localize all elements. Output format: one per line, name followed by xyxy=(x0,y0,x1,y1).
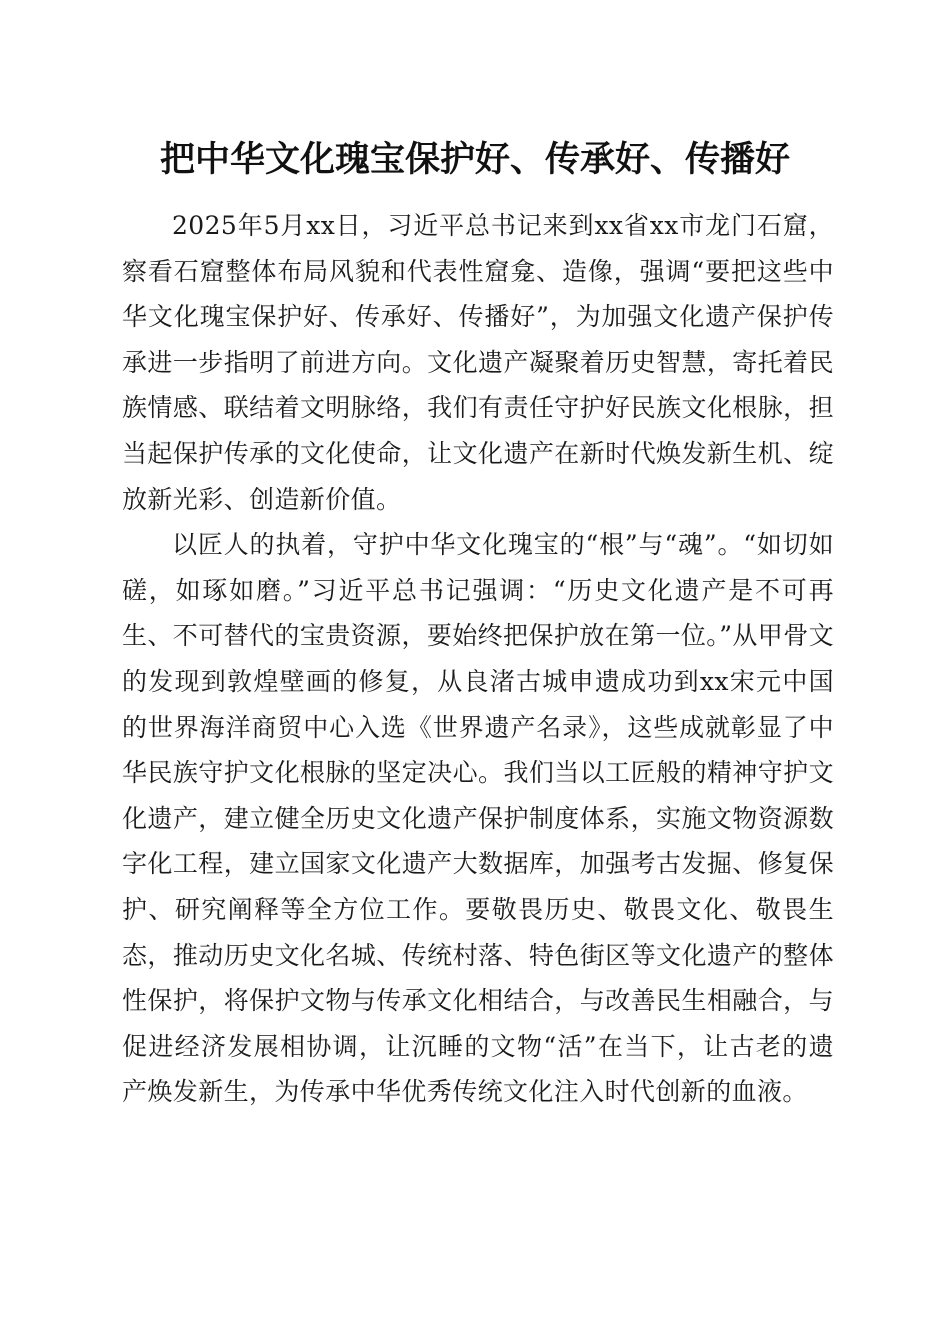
document-title: 把中华文化瑰宝保护好、传承好、传播好 xyxy=(159,139,790,180)
paragraph-intro: 2025年5月xx日，习近平总书记来到xx省xx市龙门石窟，察看石窟整体布局风貌和代表性窟龛、造像，强调“要把这些中华文化瑰宝保护好、传承好、传播好”，为加强文化遗产保护传承进一步指明了前进方向。文化遗产凝聚着历史智慧，寄托着民族情感、联结着文明脉络，我们有责任守护好民族文化根脉，担当起保护传承的文化使命，让文化遗产在新时代焕发新生机、绽放新光彩、创造新价值。 xyxy=(122,211,834,514)
document-body xyxy=(122,203,834,1115)
paragraph-protection: 以匠人的执着，守护中华文化瑰宝的“根”与“魂”。“如切如磋，如琢如磨。”习近平总书记强调：“历史文化遗产是不可再生、不可替代的宝贵资源，要始终把保护放在第一位。”从甲骨文的发现到敦煌壁画的修复，从良渚古城申遗成功到xx宋元中国的世界海洋商贸中心入选《世界遗产名录》，这些成就彰显了中华民族守护文化根脉的坚定决心。我们当以工匠般的精神守护文化遗产，建立健全历史文化遗产保护制度体系，实施文物资源数字化工程，建立国家文化遗产大数据库，加强考古发掘、修复保护、研究阐释等全方位工作。要敬畏历史、敬畏文化、敬畏生态，推动历史文化名城、传统村落、特色街区等文化遗产的整体性保护，将保护文物与传承文化相结合，与改善民生相融合，与促进经济发展相协调，让沉睡的文物“活”在当下，让古老的遗产焕发新生，为传承中华优秀传统文化注入时代创新的血液。 xyxy=(122,530,834,1107)
